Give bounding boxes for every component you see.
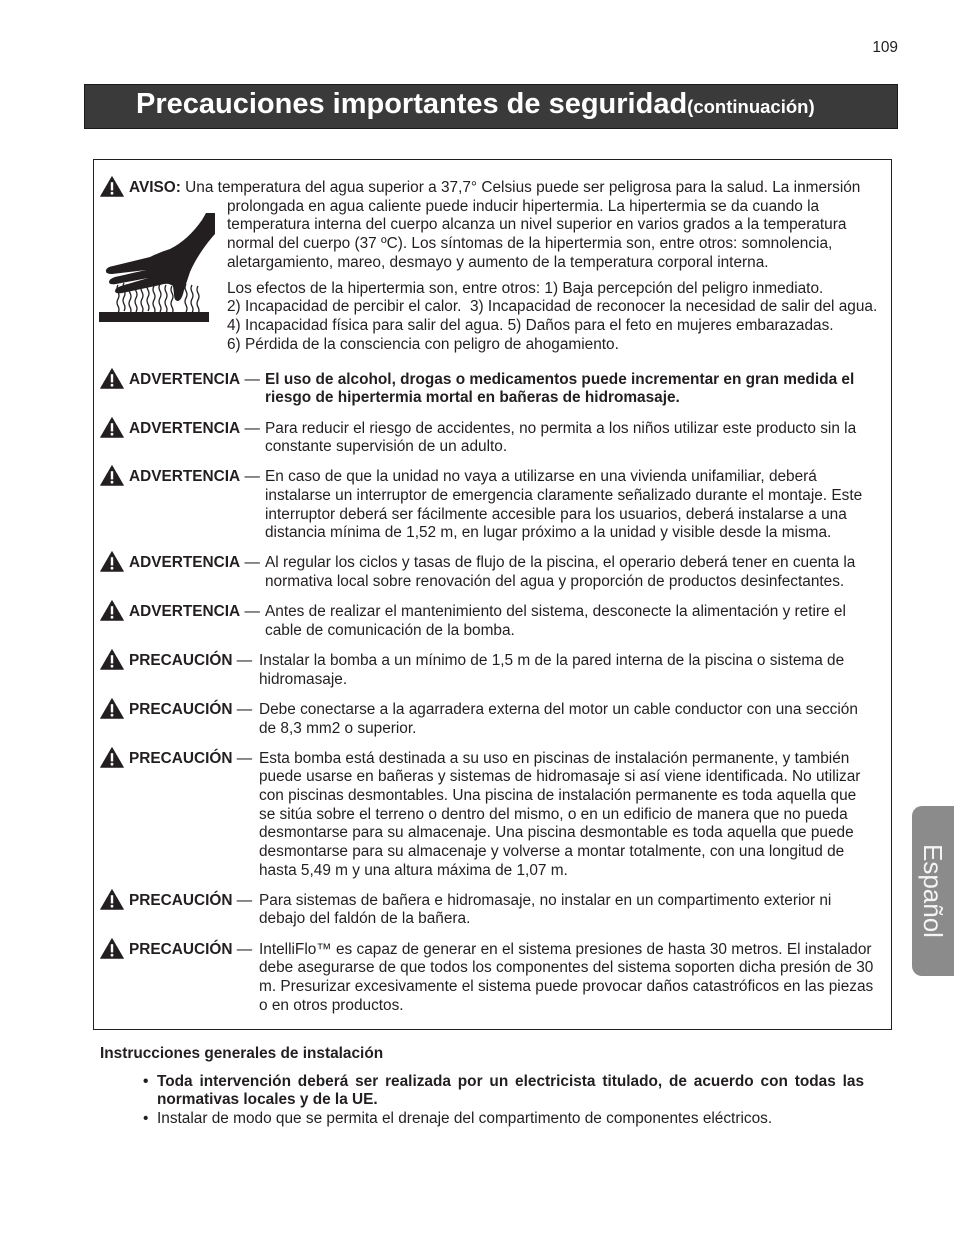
warning-precaucion-piscinas (94, 750, 891, 881)
text-line: distancia mínima de 1,52 m, en lugar próximo a la unidad y visible desde la misma. (265, 524, 832, 542)
text-line: aletargamiento, mareo, desmayo y aumento de la temperatura corporal interna. (227, 253, 769, 271)
text-line: interruptor deberá ser fácilmente accesible para los usuarios, deberá instalarse a una (265, 505, 847, 523)
warning-text (259, 750, 860, 881)
warning-dash: — (236, 749, 253, 767)
warning-label-text: PRECAUCIÓN (129, 652, 233, 670)
warning-triangle-icon (100, 938, 124, 959)
page-title-text: Precauciones importantes de seguridad (136, 88, 688, 120)
warning-label-text: PRECAUCIÓN (129, 940, 233, 958)
text-line: riesgo de hipertermia mortal en bañeras de hidromasaje. (265, 389, 680, 407)
warning-label-text: ADVERTENCIA (129, 554, 241, 572)
warning-triangle-icon (100, 417, 124, 438)
hand-heat-icon (98, 212, 216, 324)
warning-text (265, 371, 854, 408)
page-title-continuation: (continuación) (687, 96, 815, 117)
warning-advertencia-flujo (94, 554, 891, 591)
language-tab-label: Español (918, 844, 948, 938)
warning-precaucion-cable (94, 701, 891, 738)
text-line: Instalar la bomba a un mínimo de 1,5 m de la pared interna de la piscina o sistema de (259, 652, 845, 670)
warning-triangle-icon (100, 747, 124, 768)
language-side-tab (912, 806, 954, 976)
text-line: Para reducir el riesgo de accidentes, no permita a los niños utilizar este producto sin la (265, 419, 857, 437)
warning-triangle-icon (100, 551, 124, 572)
warning-advertencia-interruptor (94, 468, 891, 543)
text-line: normativa local sobre renovación del agua y proporción de productos desinfectantes. (265, 573, 845, 591)
text-line: Para sistemas de bañera e hidromasaje, no instalar en un compartimento exterior ni (259, 891, 832, 909)
warning-advertencia-mantenimiento (94, 603, 891, 640)
warning-advertencia-alcohol (94, 371, 891, 408)
warning-label (129, 468, 265, 543)
text-line: hasta 5,49 m y una altura máxima de 1,07 m. (259, 861, 568, 879)
text-line: cable de comunicación de la bomba. (265, 621, 515, 639)
text-line: normativas locales y de la UE. (157, 1091, 378, 1109)
warning-text (265, 603, 846, 640)
warning-label-text: ADVERTENCIA (129, 419, 241, 437)
warning-triangle-icon (100, 465, 124, 486)
text-line: puede usarse en bañeras y sistemas de hidromasaje si así viene identificada. No utilizar (259, 768, 861, 786)
text-line: 2) Incapacidad de percibir el calor. 3) Incapacidad de reconocer la necesidad de salir del agua. (227, 298, 878, 316)
warning-label (129, 750, 259, 881)
bullet-marker: • (143, 1110, 149, 1127)
text-line: hidromasaje. (259, 670, 348, 688)
text-line: prolongada en agua caliente puede inducir hipertermia. La hipertermia se da cuando la (227, 197, 820, 215)
aviso-text: Una temperatura del agua superior a 37,7° Celsius puede ser peligrosa para la salud. La inmersión (185, 179, 861, 196)
warning-label (129, 371, 265, 408)
list-item (143, 1110, 864, 1129)
text-line: 4) Incapacidad física para salir del agua. 5) Daños para el feto en mujeres embarazadas. (227, 317, 834, 335)
warning-precaucion-distancia (94, 652, 891, 689)
warning-advertencia-ninos (94, 420, 891, 457)
warning-dash: — (244, 468, 260, 486)
text-line: o en otros productos. (259, 996, 404, 1014)
warning-label (129, 420, 265, 457)
warning-text (259, 941, 873, 1016)
bullet-marker: • (143, 1072, 149, 1090)
warning-text (259, 892, 831, 929)
warning-text (259, 652, 844, 689)
warning-dash: — (244, 370, 260, 388)
warning-precaucion-presion (94, 941, 891, 1016)
text-line: de 8,3 mm2 o superior. (259, 719, 417, 737)
text-line: Debe conectarse a la agarradera externa del motor un cable conductor con una sección (259, 700, 858, 718)
warning-precaucion-compartimento (94, 892, 891, 929)
text-line: m. Presurizar excesivamente el sistema puede provocar daños catastróficos en las piezas (259, 977, 874, 995)
text-line: El uso de alcohol, drogas o medicamentos puede incrementar en gran medida el (265, 370, 855, 388)
section-header-bar (84, 84, 898, 129)
warning-label (129, 892, 259, 929)
aviso-block (94, 179, 891, 354)
aviso-label: AVISO: (129, 179, 181, 196)
warning-triangle-icon (100, 698, 124, 719)
text-line: se sitúa sobre el terreno o dentro del mismo, o en un edificio de manera que no pueda (259, 805, 848, 823)
warning-text (265, 468, 862, 543)
text-line: Esta bomba está destinada a su uso en piscinas de instalación permanente, y también (259, 749, 850, 767)
text-line: Los efectos de la hipertermia son, entre otros: 1) Baja percepción del peligro inmediato. (227, 279, 824, 297)
text-line: desmontarse para su almacenaje y volverse a montar totalmente, con una longitud de (259, 842, 845, 860)
warning-label (129, 701, 259, 738)
text-line: Antes de realizar el mantenimiento del sistema, desconecte la alimentación y retire el (265, 603, 846, 621)
warning-label-text: PRECAUCIÓN (129, 700, 233, 718)
warning-label-text: ADVERTENCIA (129, 370, 241, 388)
warning-text (259, 701, 858, 738)
installation-heading: Instrucciones generales de instalación (100, 1045, 384, 1062)
text-line: En caso de que la unidad no vaya a utilizarse en una vivienda unifamiliar, deberá (265, 468, 817, 486)
aviso-first-line (94, 179, 891, 198)
warning-triangle-icon (100, 889, 124, 910)
text-line: IntelliFlo™ es capaz de generar en el sistema presiones de hasta 30 metros. El instalador (259, 940, 872, 958)
warning-text (265, 420, 856, 457)
text-line: normal del cuerpo (37 ºC). Los síntomas de la hipertermia son, entre otros: somnolencia, (227, 234, 833, 252)
text-line: Instalar de modo que se permita el drenaje del compartimento de componentes eléctricos. (157, 1110, 773, 1127)
installation-bullet-list (143, 1073, 864, 1129)
page-number: 109 (872, 39, 898, 56)
warning-triangle-icon (100, 368, 124, 389)
list-item-text (157, 1073, 864, 1110)
text-line: 6) Pérdida de la consciencia con peligro de ahogamiento. (227, 335, 619, 353)
warning-triangle-icon (100, 176, 124, 197)
text-line: instalarse un interruptor de emergencia claramente señalizado durante el montaje. Este (265, 486, 863, 504)
page-title (136, 90, 815, 121)
warning-label (129, 554, 265, 591)
text-line: Al regular los ciclos y tasas de flujo de la piscina, el operario deberá tener en cuenta la (265, 554, 856, 572)
warning-label-text: ADVERTENCIA (129, 603, 241, 621)
warning-dash: — (236, 940, 253, 958)
warning-label-text: PRECAUCIÓN (129, 891, 233, 909)
text-line: debajo del faldón de la bañera. (259, 910, 471, 928)
text-line: debe asegurarse de que todos los componentes del sistema soporten dicha presión de 30 (259, 959, 874, 977)
warning-dash: — (244, 603, 260, 621)
warning-triangle-icon (100, 649, 124, 670)
text-line: constante supervisión de un adulto. (265, 438, 508, 456)
warning-dash: — (244, 419, 260, 437)
text-line: desmontarse para su almacenaje. Una piscina desmontable es toda aquella que puede (259, 824, 854, 842)
warning-triangle-icon (100, 600, 124, 621)
warning-label (129, 603, 265, 640)
warning-dash: — (236, 652, 253, 670)
warning-label-text: PRECAUCIÓN (129, 749, 233, 767)
warning-label-text: ADVERTENCIA (129, 468, 241, 486)
warning-dash: — (236, 891, 253, 909)
list-item (143, 1073, 864, 1110)
text-line: Toda intervención deberá ser realizada por un electricista titulado, de acuerdo con todas las (157, 1072, 864, 1090)
warning-dash: — (244, 554, 260, 572)
safety-warnings-box (93, 159, 892, 1030)
warning-label (129, 941, 259, 1016)
warning-label (129, 652, 259, 689)
warning-text (265, 554, 855, 591)
text-line: con piscinas desmontables. Una piscina de instalación permanente es toda aquella que (259, 787, 857, 805)
list-item-text (157, 1110, 772, 1129)
text-line: temperatura interna del cuerpo alcanza un nivel superior en varios grados a la temperatura (227, 216, 847, 234)
warning-dash: — (236, 700, 253, 718)
